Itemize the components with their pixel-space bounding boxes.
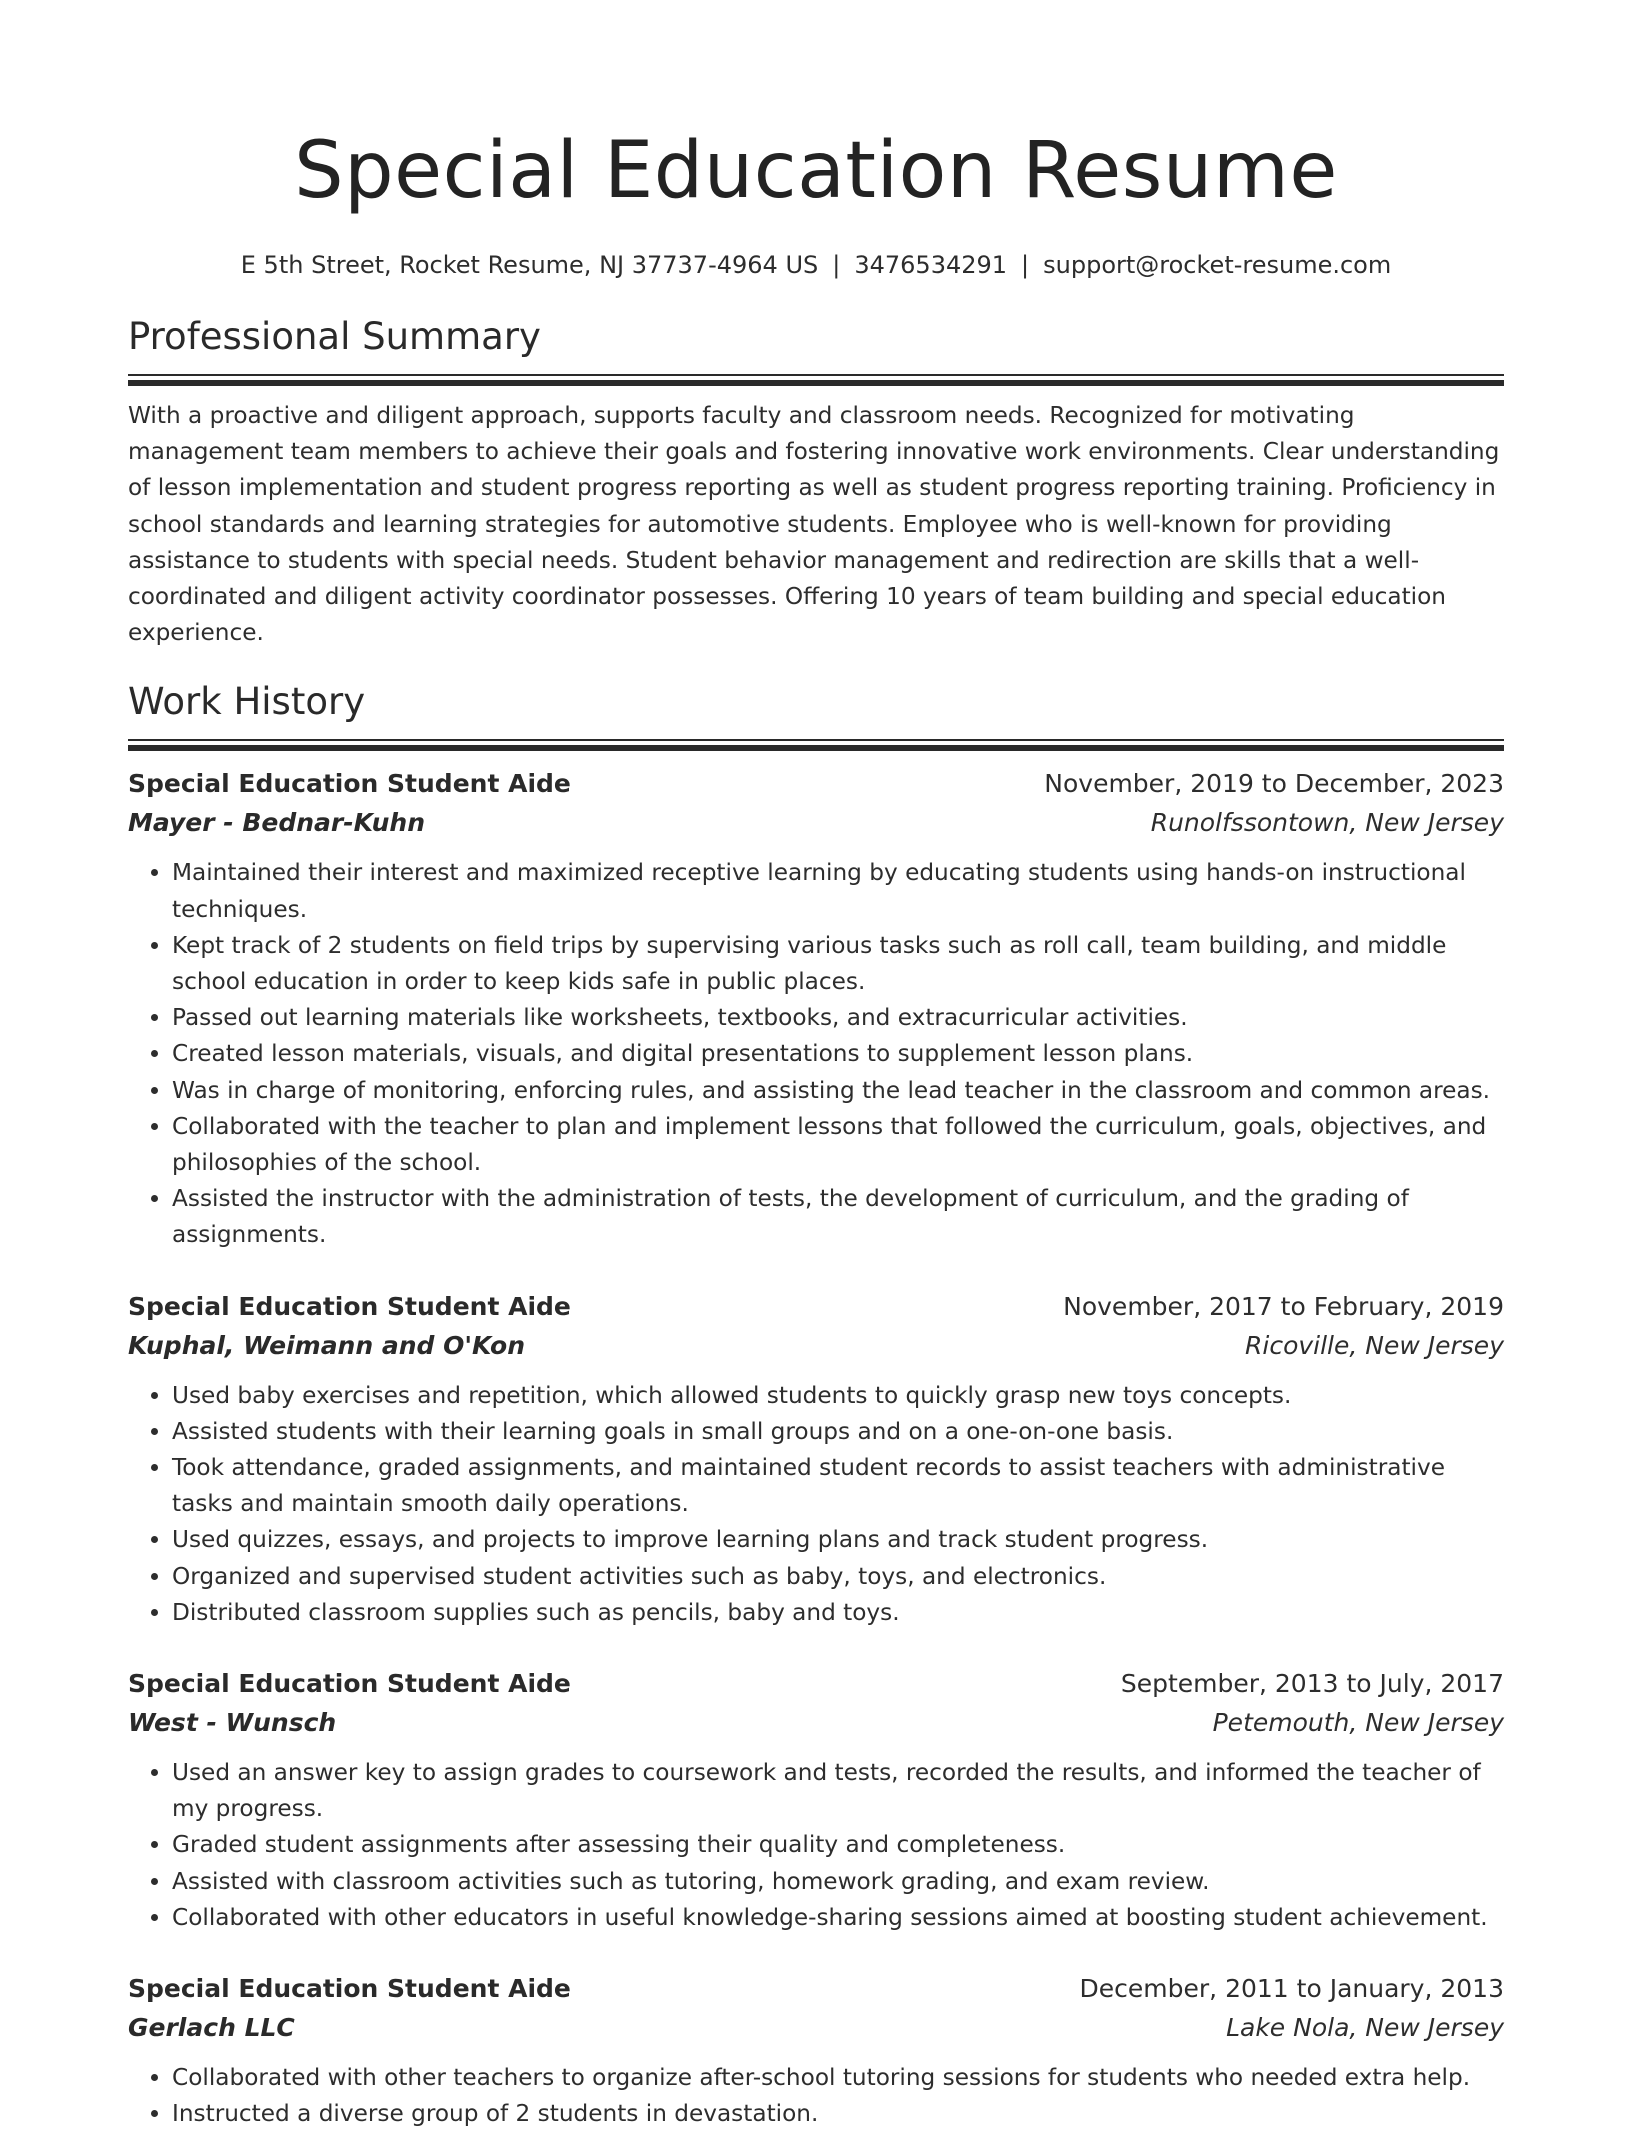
bullet-item: • Assisted students with their learning goals in small groups and on a one-on-one basis. bbox=[172, 1414, 1504, 1450]
bullet-item: • Instructed a diverse group of 2 students in devastation. bbox=[172, 2096, 1504, 2132]
job-location: Ricoville, New Jersey bbox=[1245, 1330, 1504, 1360]
contact-separator: | bbox=[1021, 251, 1030, 279]
bullet-item: • Collaborated with other teachers to organize after-school tutoring sessions for students who needed extra help. bbox=[172, 2060, 1504, 2096]
job-title: Special Education Student Aide bbox=[128, 1974, 571, 2004]
bullet-item: • Passed out learning materials like worksheets, textbooks, and extracurricular activities. bbox=[172, 1000, 1504, 1036]
job-dates: December, 2011 to January, 2013 bbox=[1079, 1974, 1504, 2004]
job-dates: September, 2013 to July, 2017 bbox=[1120, 1669, 1504, 1699]
bullet-item: • Collaborated with other educators in useful knowledge-sharing sessions aimed at boosting student achievement. bbox=[172, 1900, 1504, 1936]
contact-address: E 5th Street, Rocket Resume, NJ 37737-4964 US bbox=[240, 251, 819, 279]
job-title: Special Education Student Aide bbox=[128, 1669, 571, 1699]
company-name: Mayer - Bednar-Kuhn bbox=[128, 808, 426, 838]
summary-text: With a proactive and diligent approach, supports faculty and classroom needs. Recognized for motivating management team members to achieve their goals and fostering innovative work environments. Clear understanding of lesson implementation and student progress reporting as well as student progress reporting training. Proficiency in school standards and learning strategies for automotive students. Employee who is well-known for providing assistance to students with special needs. Student behavior management and redirection are skills that a well-coordinated and diligent activity coordinator possesses. Offering 10 years of team building and special education experience. bbox=[128, 402, 1500, 647]
bullet-item: • Took attendance, graded assignments, and maintained student records to assist teachers with administrative tasks and maintain smooth daily operations. bbox=[172, 1450, 1504, 1522]
bullet-item: • Used baby exercises and repetition, which allowed students to quickly grasp new toys concepts. bbox=[172, 1378, 1504, 1414]
job-location: Petemouth, New Jersey bbox=[1212, 1708, 1504, 1738]
company-name: Gerlach LLC bbox=[128, 2013, 295, 2043]
job-location: Runolfssontown, New Jersey bbox=[1150, 808, 1504, 838]
job-entry bbox=[128, 1970, 1504, 2132]
bullet-item: • Collaborated with the teacher to plan and implement lessons that followed the curriculum, goals, objectives, and philosophies of the school. bbox=[172, 1109, 1504, 1181]
job-bullets bbox=[128, 1755, 1504, 1936]
job-bullets bbox=[128, 1378, 1504, 1631]
company-name: West - Wunsch bbox=[128, 1708, 337, 1738]
section-divider bbox=[128, 374, 1504, 386]
job-dates: November, 2019 to December, 2023 bbox=[1044, 769, 1504, 799]
bullet-item: • Graded student assignments after assessing their quality and completeness. bbox=[172, 1827, 1504, 1863]
bullet-item: • Assisted with classroom activities such as tutoring, homework grading, and exam review. bbox=[172, 1864, 1504, 1900]
resume-page bbox=[128, 0, 1504, 2133]
job-title: Special Education Student Aide bbox=[128, 769, 571, 799]
contact-line bbox=[128, 248, 1504, 282]
resume-title: Special Education Resume bbox=[294, 126, 1338, 216]
bullet-item: • Was in charge of monitoring, enforcing rules, and assisting the lead teacher in the classroom and common areas. bbox=[172, 1073, 1504, 1109]
job-bullets bbox=[128, 2060, 1504, 2132]
job-bullets bbox=[128, 855, 1504, 1253]
contact-email: support@rocket-resume.com bbox=[1043, 251, 1392, 279]
job-location: Lake Nola, New Jersey bbox=[1226, 2013, 1504, 2043]
job-entry bbox=[128, 765, 1504, 1253]
job-entry bbox=[128, 1288, 1504, 1631]
bullet-item: • Created lesson materials, visuals, and digital presentations to supplement lesson plans. bbox=[172, 1036, 1504, 1072]
work-history-heading: Work History bbox=[128, 680, 366, 724]
contact-separator: | bbox=[832, 251, 841, 279]
section-divider bbox=[128, 739, 1504, 751]
bullet-item: • Distributed classroom supplies such as pencils, baby and toys. bbox=[172, 1595, 1504, 1631]
contact-phone: 3476534291 bbox=[854, 251, 1008, 279]
company-name: Kuphal, Weimann and O'Kon bbox=[128, 1330, 526, 1360]
job-dates: November, 2017 to February, 2019 bbox=[1063, 1291, 1504, 1321]
summary-section bbox=[128, 312, 1504, 651]
bullet-item: • Organized and supervised student activities such as baby, toys, and electronics. bbox=[172, 1559, 1504, 1595]
bullet-item: • Used an answer key to assign grades to coursework and tests, recorded the results, and informed the teacher of my progress. bbox=[172, 1755, 1504, 1827]
work-history-section bbox=[128, 677, 1504, 2132]
bullet-item: • Maintained their interest and maximized receptive learning by educating students using hands-on instructional techniques. bbox=[172, 855, 1504, 927]
bullet-item: • Kept track of 2 students on field trips by supervising various tasks such as roll call, team building, and middle school education in order to keep kids safe in public places. bbox=[172, 928, 1504, 1000]
job-entry bbox=[128, 1665, 1504, 1936]
bullet-item: • Used quizzes, essays, and projects to improve learning plans and track student progress. bbox=[172, 1522, 1504, 1558]
summary-heading: Professional Summary bbox=[128, 315, 541, 358]
job-title: Special Education Student Aide bbox=[128, 1291, 571, 1321]
bullet-item: • Assisted the instructor with the administration of tests, the development of curriculum, and the grading of assignments. bbox=[172, 1181, 1504, 1253]
